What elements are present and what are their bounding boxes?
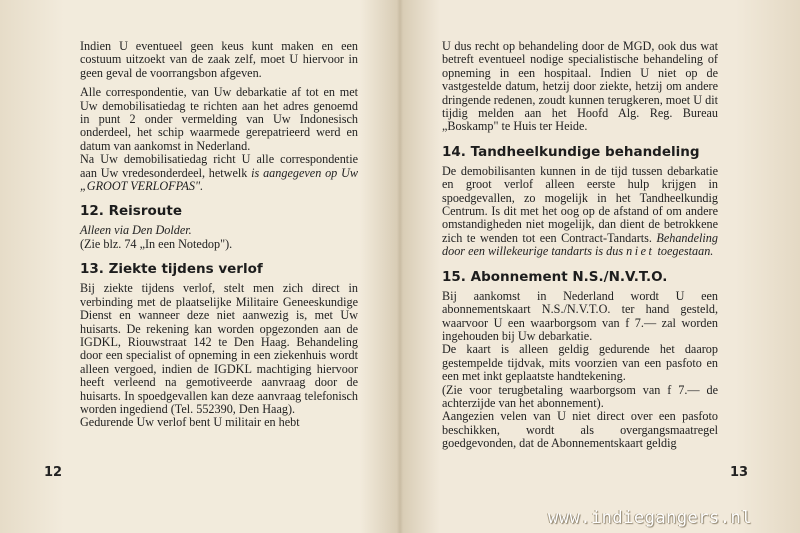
- page-number-left: 12: [44, 465, 63, 480]
- abonnement-text-1: Bij aankomst in Nederland wordt U een abonnementskaart N.S./N.V.T.O. ter hand gesteld, waarvoor U een waarborgsom van f 7.— zal worden ingehouden bij Uw debarkatie.: [442, 288, 718, 343]
- left-text-column: [80, 40, 358, 430]
- tandheelkundige-text: [442, 165, 718, 259]
- tandheelkundige-italic-end: toegestaan.: [654, 244, 714, 259]
- right-text-column: [442, 40, 718, 451]
- paragraph-vredesonderdeel: [80, 153, 358, 193]
- ziekte-text: Bij ziekte tijdens verlof, stelt men zich direct in verbinding met de plaatselijke Militaire Geneeskundige Dienst en wanneer deze niet aanwezig is, met Uw huisarts. De rekening kan worden opgezonden aan de IGDKL, Riouwstraat 142 te Den Haag. Behandeling door een specialist of opneming in een ziekenhuis wordt alleen vergoed, indien de IGDKL machtiging hiervoor heeft verleend na gemotiveerde aanvraag door de huisarts. In spoedgevallen kan deze aanvraag telefonisch worden ingediend (Tel. 552390, Den Haag).: [80, 281, 358, 416]
- reisroute-italic-line: Alleen via Den Dolder.: [80, 223, 192, 238]
- abonnement-text-2: De kaart is alleen geldig gedurende het daarop gestempelde tijdvak, mits voorzien van een pasfoto en een met inkt geplaatste handtekening.: [442, 342, 718, 384]
- right-page: [400, 0, 800, 533]
- paragraph-correspondentie: Alle correspondentie, van Uw debarkatie af tot en met Uw demobilisatiedag te richten aan het adres genoemd in punt 2 onder vermelding van Uw Indonesisch onderdeel, het schip waarmede gerepatrieerd werd en datum van aankomst in Nederland.: [80, 85, 358, 153]
- tandheelkundige-spaced: niet: [626, 244, 655, 259]
- tandheelkundige-italic: Behandeling door een willekeurige tandarts is dus: [442, 230, 718, 259]
- heading-reisroute: 12. Reisroute: [80, 203, 182, 220]
- reisroute-reference: (Zie blz. 74 „In een Notedop").: [80, 236, 233, 251]
- heading-ziekte: 13. Ziekte tijdens verlof: [80, 261, 263, 278]
- paragraph-vredesonderdeel-text: Na Uw demobilisatiedag richt U alle correspondentie aan Uw vredesonderdeel, hetwelk: [80, 152, 358, 180]
- watermark-text: www.indiegangers.nl: [548, 508, 752, 528]
- heading-abonnement: 15. Abonnement N.S./N.V.T.O.: [442, 268, 668, 285]
- page-number-right: 13: [730, 465, 749, 480]
- heading-tandheelkundige: 14. Tandheelkundige behandeling: [442, 143, 700, 160]
- paragraph-costuum: Indien U eventueel geen keus kunt maken en een costuum uitzoekt van de zaak zelf, moet U hiervoor in geen geval de voorrangsbon afgeven.: [80, 39, 358, 80]
- ziekte-text-continued: Gedurende Uw verlof bent U militair en hebt: [80, 415, 300, 430]
- abonnement-text-3: (Zie voor terugbetaling waarborgsom van f 7.— de achterzijde van het abonnement).: [442, 382, 718, 410]
- paragraph-mgd: U dus recht op behandeling door de MGD, ook dus wat betreft eventueel nodige specialistische behandeling of opneming in een hospitaal. Indien U niet op de vastgestelde datum, hetzij door ziekte, hetzij om andere dringende redenen, zoudt kunnen terugkeren, moet U dit tijdig melden aan het Hoofd Alg. Reg. Bureau „Boskamp" te Huis ter Heide.: [442, 39, 718, 134]
- paragraph-vredesonderdeel-italic: is aangegeven op Uw „GROOT VERLOFPAS".: [80, 165, 358, 194]
- abonnement-text-4: Aangezien velen van U niet direct over een pasfoto beschikken, wordt als overgangsmaatregel goedgevonden, dat de Abonnementskaart geldig: [442, 409, 718, 451]
- tandheelkundige-plain: De demobilisanten kunnen in de tijd tussen debarkatie en groot verlof alleen eerste hulp krijgen in spoedgevallen, zo mogelijk in het Tandheelkundig Centrum. Is dit met het oog op de afstand of om andere omstandigheden niet mogelijk, dan dient de betrokkene zich te wenden tot een Contract-Tandarts.: [442, 163, 718, 245]
